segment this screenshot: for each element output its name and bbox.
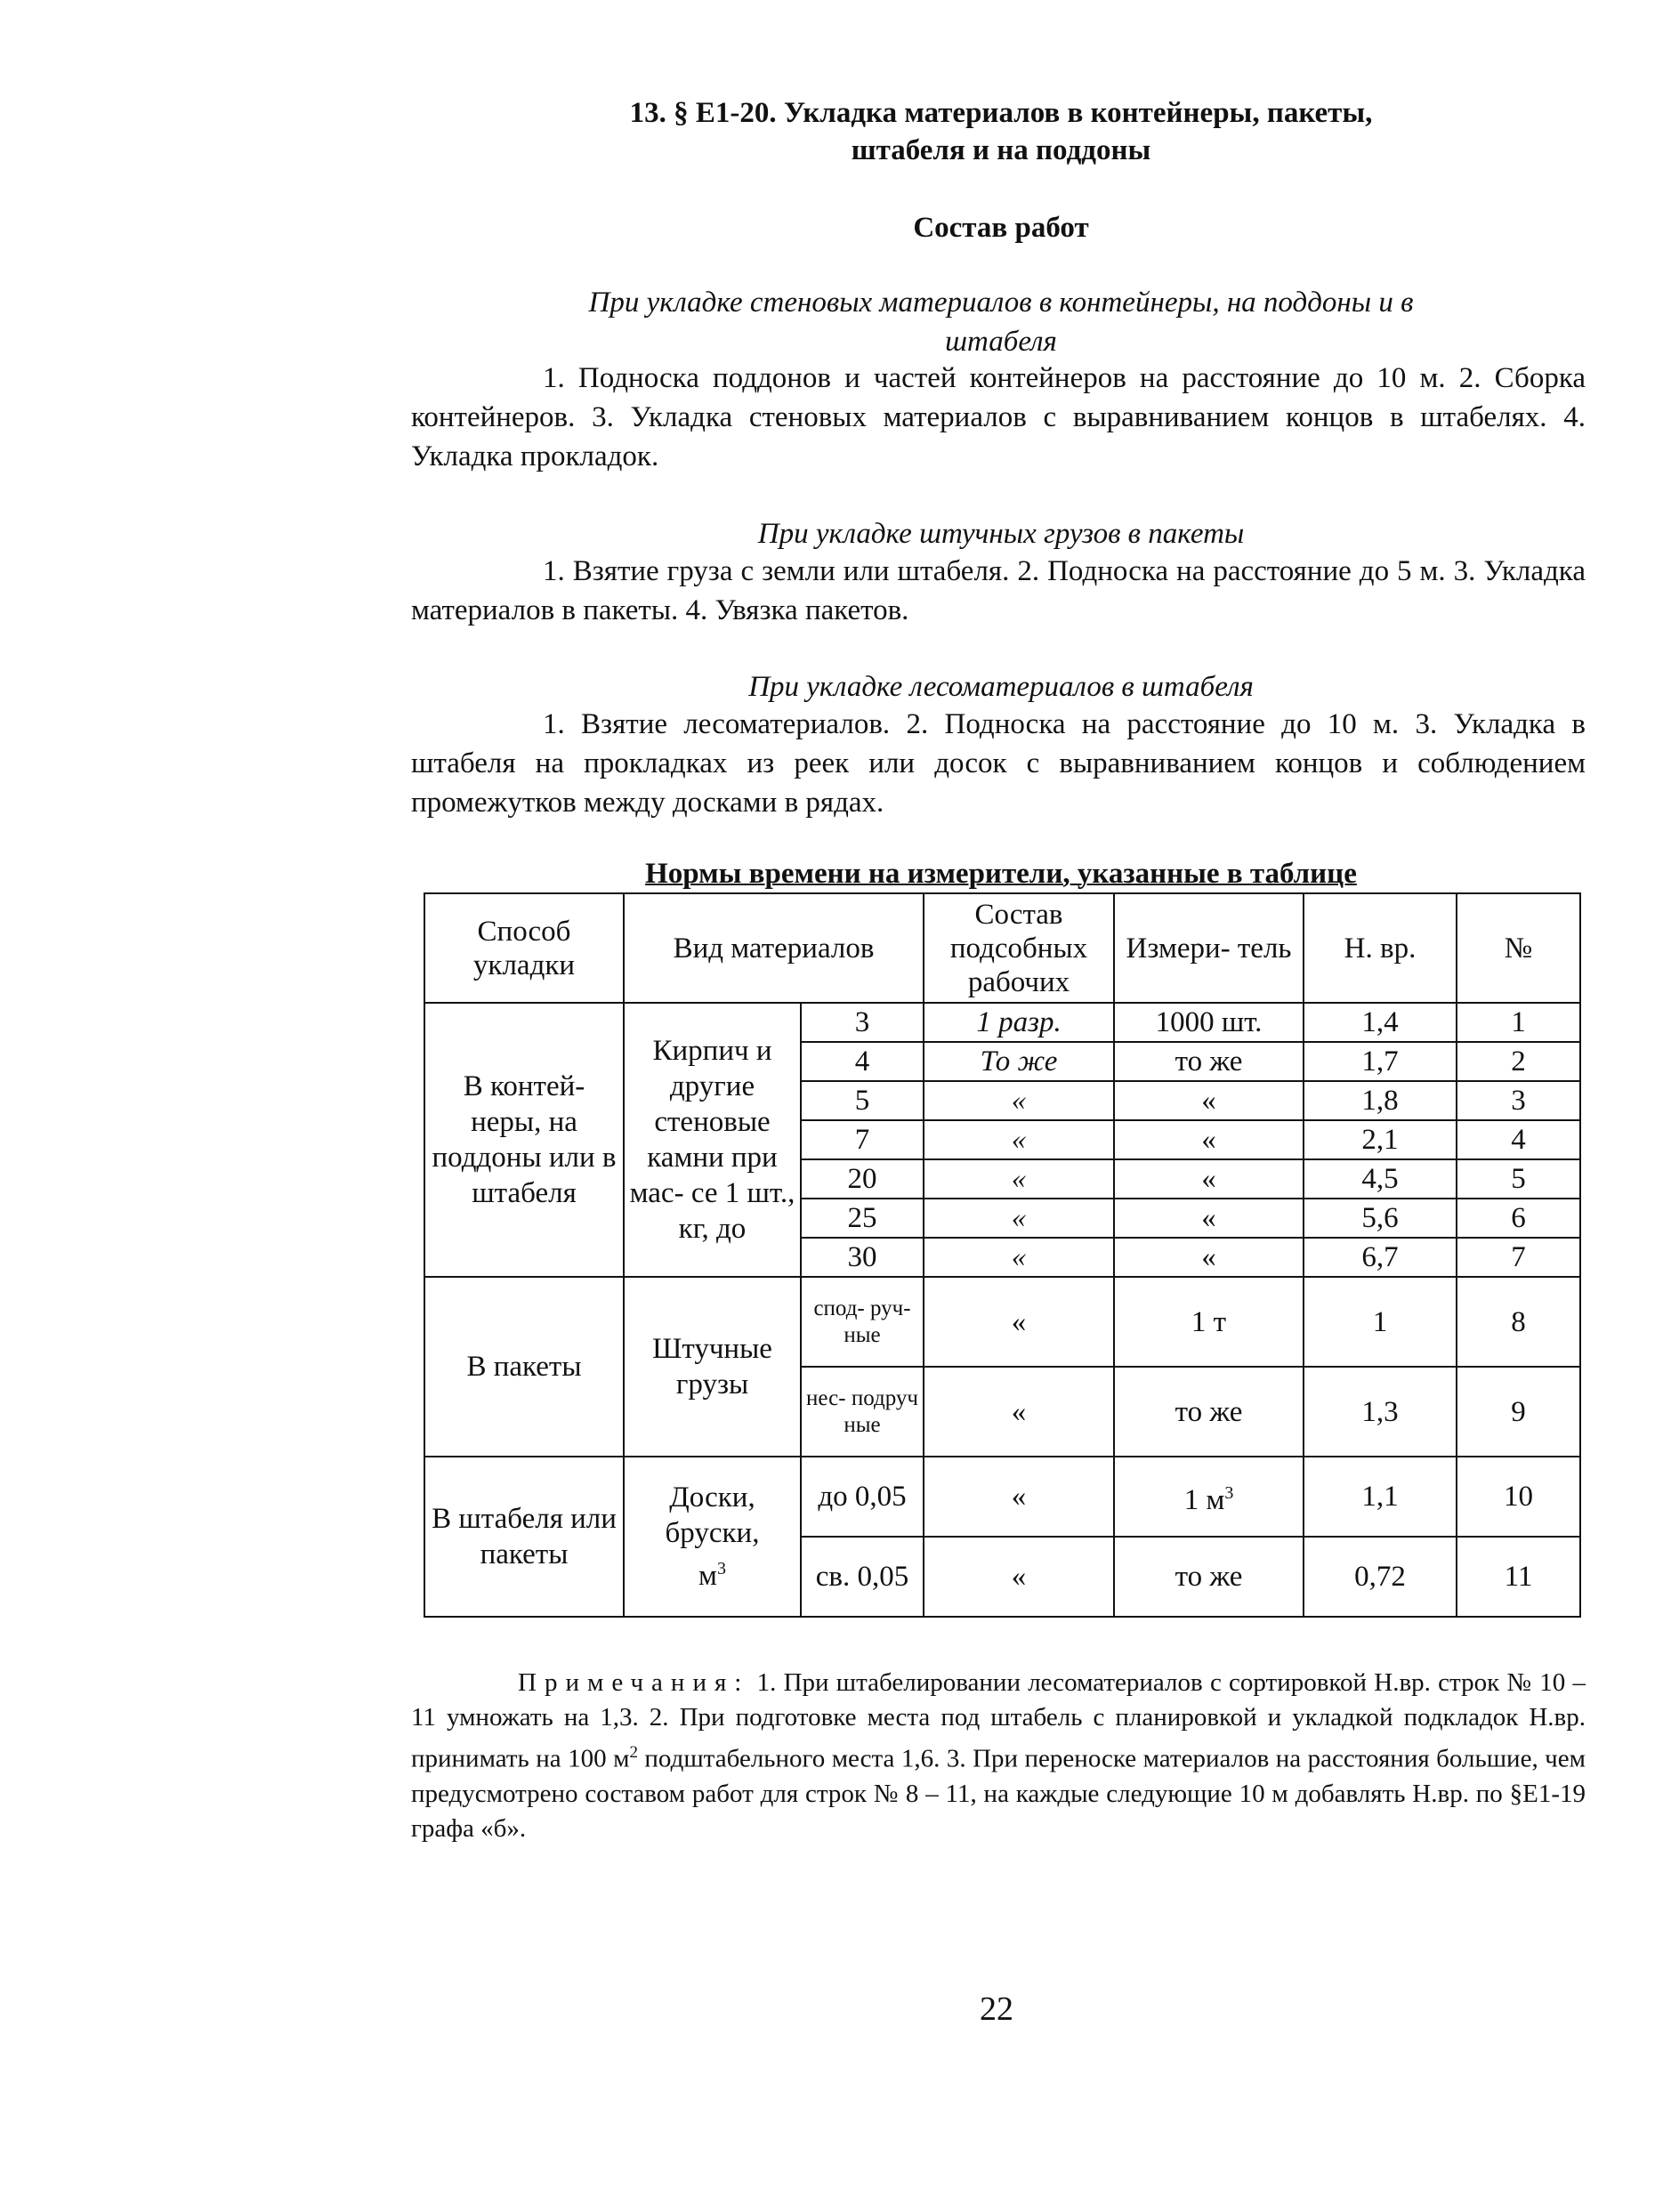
notes-label: Примечания: bbox=[518, 1668, 750, 1697]
cell-unit: « bbox=[1114, 1159, 1304, 1199]
cell-crew: « bbox=[924, 1159, 1114, 1199]
cell-unit: 1000 шт. bbox=[1114, 1003, 1304, 1042]
cell-kind: до 0,05 bbox=[801, 1457, 924, 1537]
cell-number: 11 bbox=[1457, 1537, 1580, 1617]
table-row bbox=[424, 1457, 1580, 1537]
cell-crew: « bbox=[924, 1120, 1114, 1159]
cell-mass: 25 bbox=[801, 1199, 924, 1238]
group1-material: Кирпич и другие стеновые камни при мас- се 1 шт., кг, до bbox=[624, 1003, 801, 1277]
cell-kind: нес- подруч ные bbox=[801, 1367, 924, 1457]
cell-number: 10 bbox=[1457, 1457, 1580, 1537]
cell-unit: то же bbox=[1114, 1042, 1304, 1081]
cell-norm: 1,7 bbox=[1304, 1042, 1457, 1081]
group3-material-unit-sup: 3 bbox=[716, 1559, 726, 1578]
cell-number: 5 bbox=[1457, 1159, 1580, 1199]
table-header-row bbox=[424, 893, 1580, 1003]
notes-sup: 2 bbox=[629, 1743, 638, 1762]
cell-unit: « bbox=[1114, 1081, 1304, 1120]
section-title-line2: штабеля и на поддоны bbox=[851, 134, 1151, 166]
group3-material-text: Доски, бруски, bbox=[665, 1481, 760, 1549]
cell-norm: 0,72 bbox=[1304, 1537, 1457, 1617]
cell-unit: 1 т bbox=[1114, 1277, 1304, 1367]
header-crew: Состав подсобных рабочих bbox=[924, 893, 1114, 1003]
cell-mass: 4 bbox=[801, 1042, 924, 1081]
cell-number: 1 bbox=[1457, 1003, 1580, 1042]
cell-unit-sup: 3 bbox=[1224, 1483, 1234, 1503]
cell-unit bbox=[1114, 1457, 1304, 1537]
cell-crew: « bbox=[924, 1367, 1114, 1457]
cell-norm: 1,8 bbox=[1304, 1081, 1457, 1120]
section-title bbox=[418, 94, 1584, 169]
cell-number: 3 bbox=[1457, 1081, 1580, 1120]
group2-material: Штучные грузы bbox=[624, 1277, 801, 1457]
cell-crew: « bbox=[924, 1277, 1114, 1367]
cell-norm: 5,6 bbox=[1304, 1199, 1457, 1238]
header-number: № bbox=[1457, 893, 1580, 1003]
cell-mass: 3 bbox=[801, 1003, 924, 1042]
cell-mass: 7 bbox=[801, 1120, 924, 1159]
cell-crew: « bbox=[924, 1457, 1114, 1537]
page-number: 22 bbox=[980, 1990, 1013, 2028]
group3-method: В штабеля или пакеты bbox=[424, 1457, 624, 1617]
notes bbox=[411, 1666, 1586, 1846]
cell-norm: 6,7 bbox=[1304, 1238, 1457, 1277]
cell-norm: 1,3 bbox=[1304, 1367, 1457, 1457]
section3-text: 1. Взятие лесоматериалов. 2. Подноска на расстояние до 10 м. 3. Укладка в штабеля на прокладках из реек или досок с выравниванием концов и соблюдением промежутков между досками в рядах. bbox=[411, 708, 1586, 819]
cell-crew: « bbox=[924, 1238, 1114, 1277]
cell-number: 4 bbox=[1457, 1120, 1580, 1159]
section2-text: 1. Взятие груза с земли или штабеля. 2. Подноска на расстояние до 5 м. 3. Укладка материалов в пакеты. 4. Увязка пакетов. bbox=[411, 555, 1586, 626]
cell-unit: « bbox=[1114, 1120, 1304, 1159]
cell-unit-text: 1 м bbox=[1183, 1484, 1225, 1516]
cell-mass: 5 bbox=[801, 1081, 924, 1120]
composition-heading-text: Состав работ bbox=[913, 212, 1089, 244]
table-row bbox=[424, 1277, 1580, 1367]
header-material: Вид материалов bbox=[624, 893, 924, 1003]
cell-number: 7 bbox=[1457, 1238, 1580, 1277]
section1-subtitle-line1: При укладке стеновых материалов в контейнеры, на поддоны и в bbox=[588, 287, 1414, 319]
header-method: Способ укладки bbox=[424, 893, 624, 1003]
cell-crew: 1 разр. bbox=[924, 1003, 1114, 1042]
table-caption: Нормы времени на измерители, указанные в таблице bbox=[645, 858, 1357, 890]
cell-kind: св. 0,05 bbox=[801, 1537, 924, 1617]
composition-heading bbox=[418, 210, 1584, 246]
cell-crew: « bbox=[924, 1081, 1114, 1120]
section-title-line1: 13. § Е1-20. Укладка материалов в контейнеры, пакеты, bbox=[629, 97, 1373, 129]
cell-norm: 1,4 bbox=[1304, 1003, 1457, 1042]
group3-material bbox=[624, 1457, 801, 1617]
cell-norm: 1,1 bbox=[1304, 1457, 1457, 1537]
notes-part1: 1. При штабелировании лесоматериалов с сортировкой Н.вр. строк № 10 – 11 умножать на 1,3. 2. При подготовке места под штабель с планировкой и укладкой подкладок Н.вр. принимать на 100 м bbox=[411, 1668, 1586, 1773]
cell-number: 6 bbox=[1457, 1199, 1580, 1238]
cell-unit: « bbox=[1114, 1238, 1304, 1277]
cell-crew: « bbox=[924, 1199, 1114, 1238]
cell-mass: 20 bbox=[801, 1159, 924, 1199]
cell-norm: 2,1 bbox=[1304, 1120, 1457, 1159]
section1-subtitle-line2: штабеля bbox=[945, 326, 1057, 358]
cell-norm: 4,5 bbox=[1304, 1159, 1457, 1199]
norms-table bbox=[424, 892, 1581, 1618]
table-row bbox=[424, 1003, 1580, 1042]
cell-number: 2 bbox=[1457, 1042, 1580, 1081]
group1-method: В контей- неры, на поддоны или в штабеля bbox=[424, 1003, 624, 1277]
notes-part2: подштабельного места 1,6. 3. При переноске материалов на расстояния большие, чем предусмотрено составом работ для строк № 8 – 11, на каждые следующие 10 м добавлять Н.вр. по §Е1-19 графа «б». bbox=[411, 1744, 1586, 1843]
section3-subtitle: При укладке лесоматериалов в штабеля bbox=[748, 671, 1254, 703]
cell-mass: 30 bbox=[801, 1238, 924, 1277]
header-unit: Измери- тель bbox=[1114, 893, 1304, 1003]
section1-text: 1. Подноска поддонов и частей контейнеров на расстояние до 10 м. 2. Сборка контейнеров. 3. Укладка стеновых материалов с выравниванием концов в штабелях. 4. Укладка прокладок. bbox=[411, 362, 1586, 472]
cell-crew: То же bbox=[924, 1042, 1114, 1081]
cell-unit: « bbox=[1114, 1199, 1304, 1238]
cell-unit: то же bbox=[1114, 1537, 1304, 1617]
section1-subtitle bbox=[418, 283, 1584, 361]
cell-unit: то же bbox=[1114, 1367, 1304, 1457]
group3-material-unit: м bbox=[698, 1560, 717, 1592]
cell-number: 9 bbox=[1457, 1367, 1580, 1457]
cell-number: 8 bbox=[1457, 1277, 1580, 1367]
cell-crew: « bbox=[924, 1537, 1114, 1617]
group2-method: В пакеты bbox=[424, 1277, 624, 1457]
cell-kind: спод- руч- ные bbox=[801, 1277, 924, 1367]
cell-norm: 1 bbox=[1304, 1277, 1457, 1367]
section2-subtitle: При укладке штучных грузов в пакеты bbox=[757, 518, 1245, 550]
header-norm: Н. вр. bbox=[1304, 893, 1457, 1003]
